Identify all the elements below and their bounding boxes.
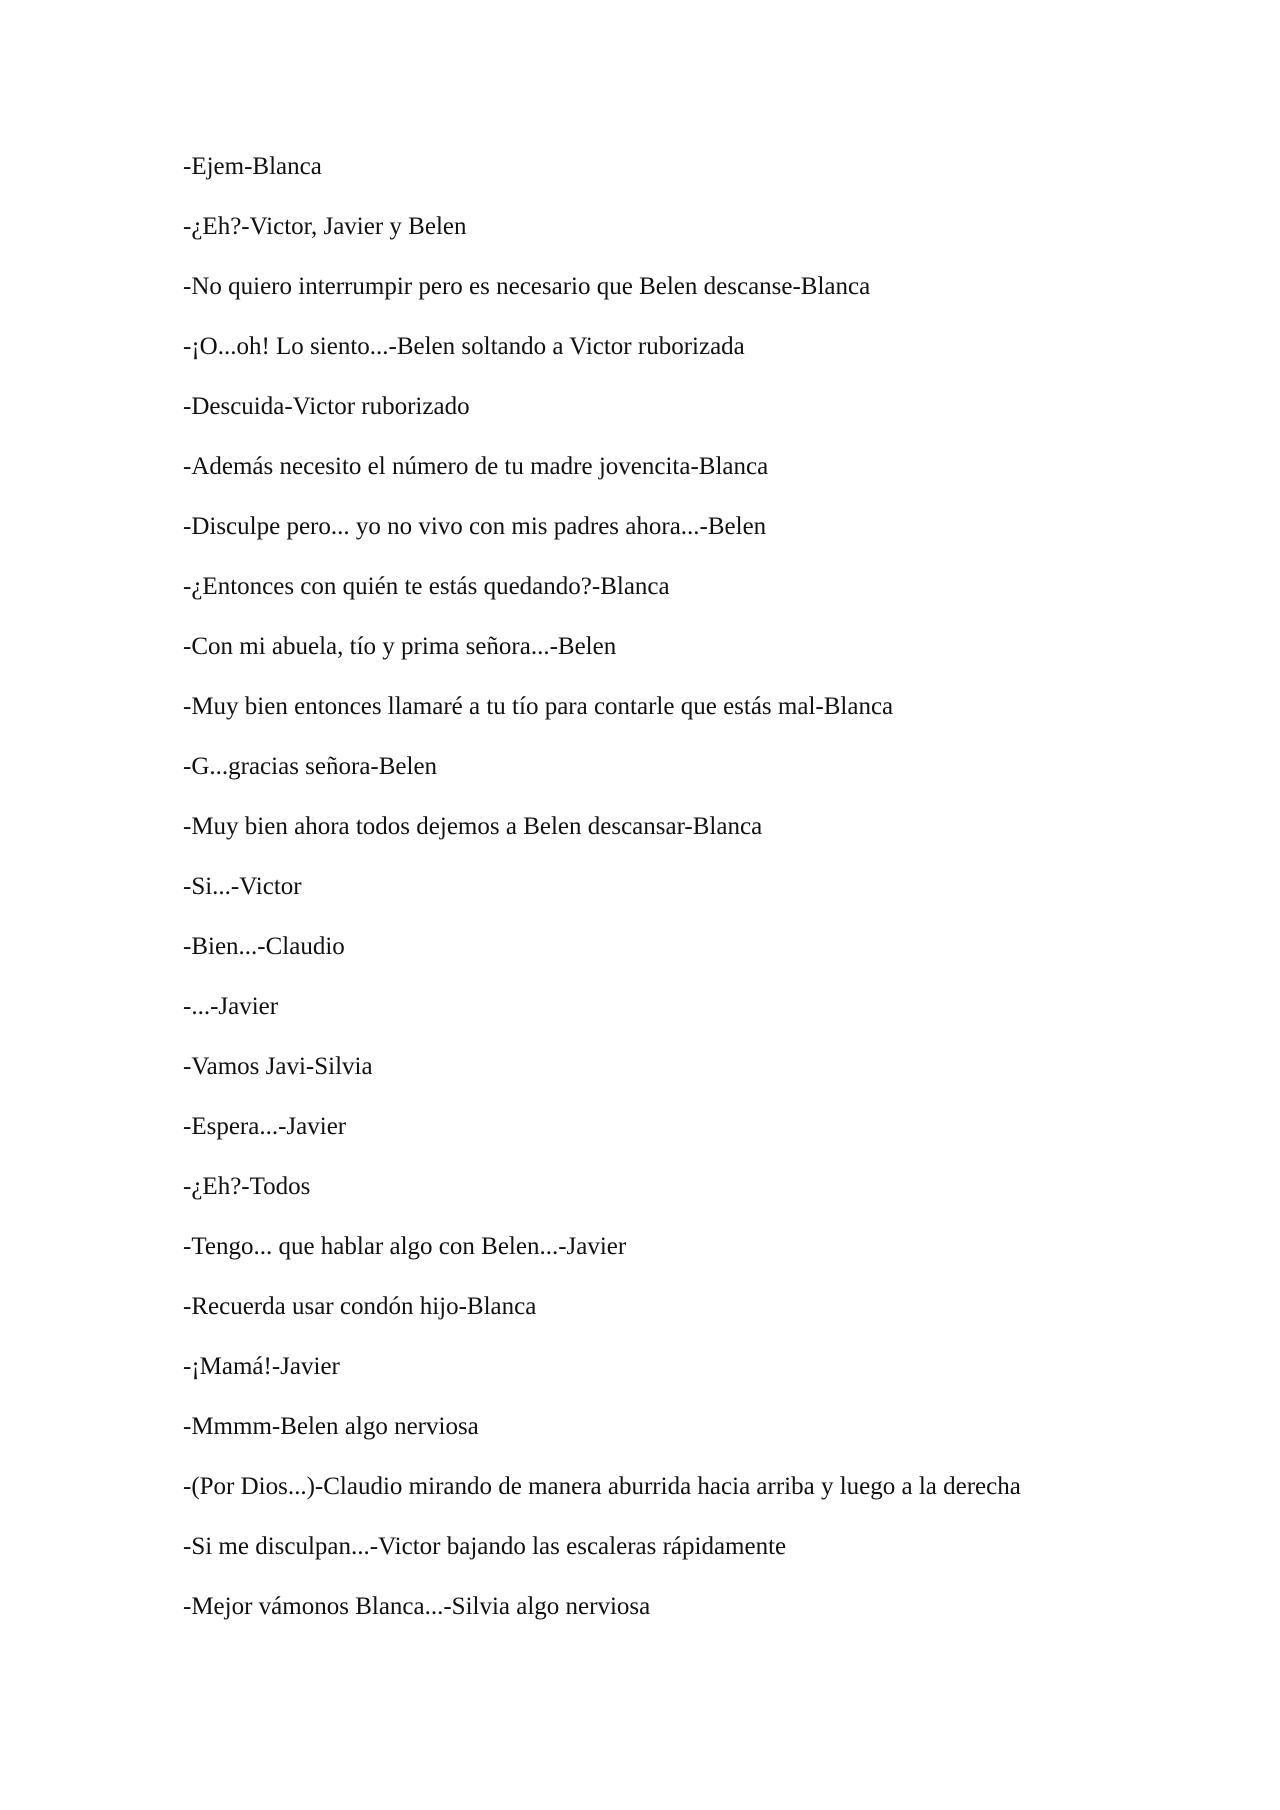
dialogue-line: -Con mi abuela, tío y prima señora...-Belen xyxy=(183,633,617,660)
dialogue-line: -(Por Dios...)-Claudio mirando de manera aburrida hacia arriba y luego a la derecha xyxy=(183,1473,1021,1500)
dialogue-line: -Además necesito el número de tu madre jovencita-Blanca xyxy=(183,453,769,480)
dialogue-line: -Bien...-Claudio xyxy=(183,933,345,960)
dialogue-line: -¡O...oh! Lo siento...-Belen soltando a Victor ruborizada xyxy=(183,333,745,360)
dialogue-line: -Muy bien entonces llamaré a tu tío para contarle que estás mal-Blanca xyxy=(183,693,894,720)
dialogue-line: -Espera...-Javier xyxy=(183,1113,347,1140)
dialogue-line: -Descuida-Victor ruborizado xyxy=(183,393,470,420)
dialogue-line: -G...gracias señora-Belen xyxy=(183,753,438,780)
dialogue-line: -Mmmm-Belen algo nerviosa xyxy=(183,1413,479,1440)
dialogue-line: -Mejor vámonos Blanca...-Silvia algo nerviosa xyxy=(183,1593,651,1620)
dialogue-line: -Vamos Javi-Silvia xyxy=(183,1053,373,1080)
dialogue-text xyxy=(183,150,1183,1650)
dialogue-line: -Tengo... que hablar algo con Belen...-Javier xyxy=(183,1233,627,1260)
dialogue-line: -¿Eh?-Victor, Javier y Belen xyxy=(183,213,467,240)
dialogue-line: -¿Eh?-Todos xyxy=(183,1173,311,1200)
dialogue-line: -Ejem-Blanca xyxy=(183,153,322,180)
dialogue-line: -...-Javier xyxy=(183,993,279,1020)
dialogue-line: -¡Mamá!-Javier xyxy=(183,1353,340,1380)
dialogue-line: -Disculpe pero... yo no vivo con mis padres ahora...-Belen xyxy=(183,513,767,540)
dialogue-line: -Recuerda usar condón hijo-Blanca xyxy=(183,1293,537,1320)
dialogue-line: -Muy bien ahora todos dejemos a Belen descansar-Blanca xyxy=(183,813,763,840)
dialogue-line: -¿Entonces con quién te estás quedando?-Blanca xyxy=(183,573,670,600)
dialogue-line: -Si me disculpan...-Victor bajando las escaleras rápidamente xyxy=(183,1533,787,1560)
dialogue-line: -No quiero interrumpir pero es necesario que Belen descanse-Blanca xyxy=(183,273,871,300)
dialogue-line: -Si...-Victor xyxy=(183,873,302,900)
